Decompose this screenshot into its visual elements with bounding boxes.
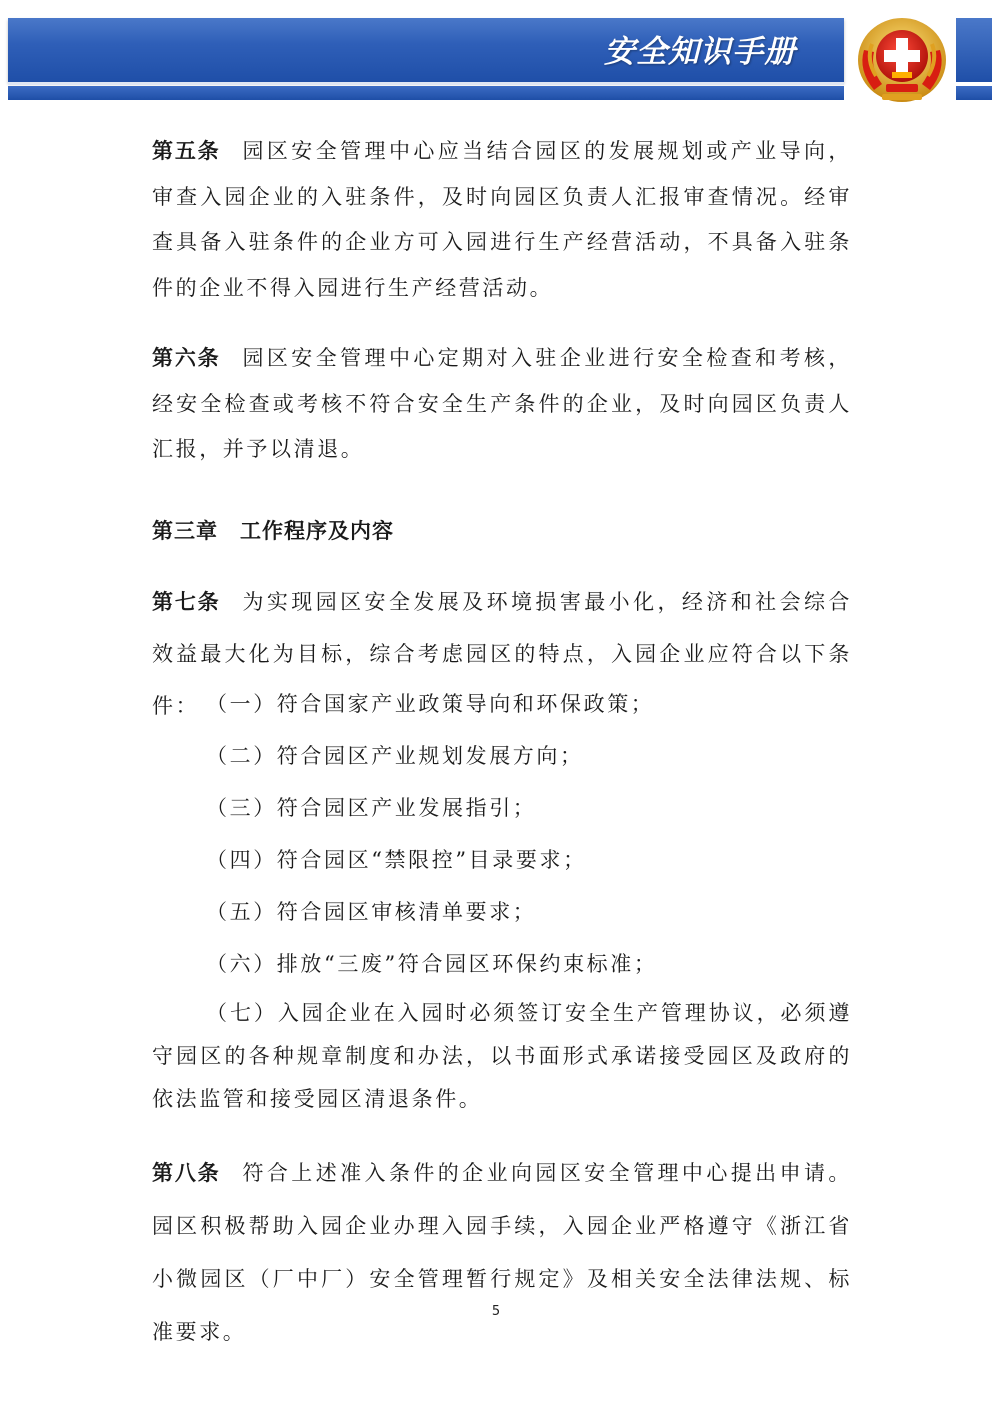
chapter-3-title: 工作程序及内容 <box>240 518 394 543</box>
article-5 <box>152 128 852 311</box>
article-8 <box>152 1146 852 1359</box>
header-underline <box>8 86 844 100</box>
article-6 <box>152 335 852 473</box>
chapter-3-label: 第三章 <box>152 518 218 543</box>
chapter-3-heading <box>152 515 394 545</box>
condition-item-3: （三）符合园区产业发展指引； <box>206 796 537 820</box>
condition-item-4: （四）符合园区“禁限控”目录要求； <box>206 848 587 872</box>
condition-item-1: （一）符合国家产业政策导向和环保政策； <box>206 692 655 716</box>
header-banner <box>0 0 992 110</box>
article-8-label: 第八条 <box>152 1160 221 1185</box>
safety-emblem-icon <box>852 10 952 106</box>
article-5-label: 第五条 <box>152 138 221 163</box>
article-6-text: 园区安全管理中心定期对入驻企业进行安全检查和考核，经安全检查或考核不符合安全生产条件的企业，及时向园区负责人汇报，并予以清退。 <box>152 346 853 461</box>
header-band-right <box>956 18 992 82</box>
article-5-text: 园区安全管理中心应当结合园区的发展规划或产业导向，审查入园企业的入驻条件，及时向园区负责人汇报审查情况。经审查具备入驻条件的企业方可入园进行生产经营活动，不具备入驻条件的企业不得入园进行生产经营活动。 <box>152 139 853 300</box>
condition-item-2: （二）符合园区产业规划发展方向； <box>206 744 584 768</box>
header-divider <box>8 82 844 85</box>
article-7-text: 为实现园区安全发展及环境损害最小化，经济和社会综合效益最大化为目标，综合考虑园区的特点，入园企业应符合以下条件： <box>152 590 853 718</box>
condition-item-5: （五）符合园区审核清单要求； <box>206 900 537 924</box>
article-8-text: 符合上述准入条件的企业向园区安全管理中心提出申请。园区积极帮助入园企业办理入园手续，入园企业严格遵守《浙江省小微园区（厂中厂）安全管理暂行规定》及相关安全法律法规、标准要求。 <box>152 1161 853 1344</box>
article-7-label: 第七条 <box>152 589 221 614</box>
condition-item-7: （七）入园企业在入园时必须签订安全生产管理协议，必须遵守园区的各种规章制度和办法，以书面形式承诺接受园区及政府的依法监管和接受园区清退条件。 <box>152 1001 852 1111</box>
handbook-title: 安全知识手册 <box>604 34 796 70</box>
header-underline-right <box>956 86 992 100</box>
condition-item-6: （六）排放“三废”符合园区环保约束标准； <box>206 952 658 976</box>
page-number: 5 <box>491 1304 501 1319</box>
article-6-label: 第六条 <box>152 345 221 370</box>
